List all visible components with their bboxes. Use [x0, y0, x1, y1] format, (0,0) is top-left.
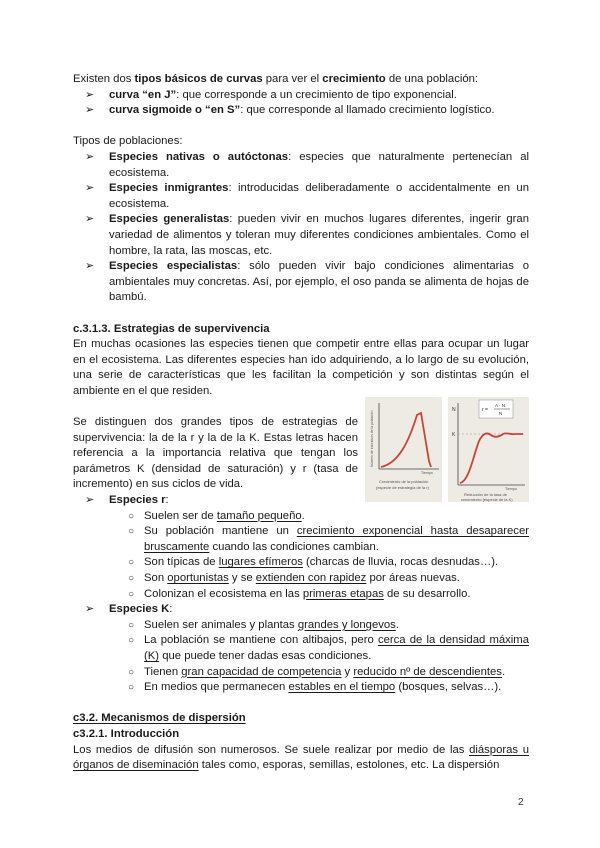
circle-bullet-icon: ○ — [128, 619, 135, 631]
tipos-title: Tipos de poblaciones: — [73, 135, 183, 148]
text-run: Son — [144, 572, 168, 584]
text-run: (charcas de lluvia, rocas desnudas…). — [302, 556, 499, 569]
text-run: Los medios de difusión son numerosos. Se suele realizar por medio de las — [73, 743, 470, 756]
circle-bullet-icon: ○ — [128, 635, 135, 647]
circle-bullet-icon: ○ — [128, 526, 135, 538]
underlined-text: cerca de la densidad máxima (K) — [144, 634, 529, 662]
arrow-bullet-icon: ➢ — [85, 494, 95, 507]
section-heading-estrategias: c.3.1.3. Estrategias de supervivencia — [73, 322, 270, 335]
text-run: Colonizan el ecosistema en las — [144, 587, 303, 600]
item-text: : pueden vivir en muchos lugares diferentes, ingerir gran variedad de alimentos y toleran muy diferentes condiciones ambientales. Como el hombre, la rata, las moscas, etc. — [109, 213, 529, 257]
right-x-label: Tiempo — [505, 487, 517, 492]
arrow-bullet-icon: ➢ — [85, 182, 95, 195]
especies-k-list — [109, 618, 529, 696]
item-term: curva sigmoide o “en S” — [109, 104, 241, 117]
colon: : — [165, 494, 169, 507]
item-text: : especies que naturalmente pertenecían al ecosistema. — [109, 150, 529, 179]
list-item-especies-r — [73, 493, 529, 602]
text-run: Su población mantiene un — [144, 525, 297, 538]
item-term: Especies generalistas — [109, 213, 230, 226]
sub-list-item — [109, 633, 529, 664]
text-run: La población se mantiene con altibajos, pero — [144, 634, 378, 647]
arrow-bullet-icon: ➢ — [85, 88, 95, 101]
text-run: . — [501, 665, 506, 678]
intro-bold-crecimiento: crecimiento — [322, 73, 386, 85]
text-run: (bosques, selvas…). — [395, 681, 502, 694]
text-run: por áreas nuevas. — [366, 572, 460, 584]
arrow-bullet-icon: ➢ — [85, 603, 95, 616]
sub-list-item — [109, 571, 529, 587]
sub-list-item — [109, 618, 529, 634]
item-term: curva “en J” — [109, 88, 177, 101]
item-term: Especies especialistas — [109, 260, 238, 273]
sub-list-item — [109, 587, 529, 603]
text-run: En medios que permanecen — [144, 681, 289, 694]
text-run: tales como, esporas, semillas, estolones, etc. La dispersión — [198, 759, 500, 772]
circle-bullet-icon: ○ — [128, 510, 135, 522]
item-term: Especies K — [109, 603, 170, 616]
especies-r-list — [109, 509, 529, 603]
text-run: Son típicas de — [144, 556, 219, 569]
list-item — [73, 150, 529, 181]
intro-text: Existen dos — [73, 73, 135, 85]
circle-bullet-icon: ○ — [128, 588, 135, 600]
text-run: Suelen ser de — [144, 509, 217, 522]
circle-bullet-icon: ○ — [128, 682, 135, 694]
list-item — [73, 259, 529, 306]
page-number: 2 — [518, 797, 524, 808]
text-run: de su desarrollo. — [383, 587, 471, 600]
right-caption-1: Reducción de la tasa de — [464, 492, 507, 498]
item-text: : sólo pueden vivir bajo condiciones alimentarias o ambientales muy concretas. Así, por ejemplo, el oso panda se alimenta de hojas de bambú. — [109, 260, 529, 304]
list-item-especies-k — [73, 602, 529, 696]
sub-list-item — [109, 524, 529, 555]
tipos-list — [73, 150, 529, 306]
underlined-text: extienden con rapidez — [255, 572, 367, 584]
item-text: : que corresponde a un crecimiento de tipo exponencial. — [176, 88, 457, 101]
circle-bullet-icon: ○ — [128, 557, 135, 569]
underlined-text: lugares efímeros — [218, 556, 303, 569]
k-label: K — [452, 432, 456, 439]
underlined-text: primeras etapas — [302, 587, 384, 600]
intro-bold-curvas: tipos básicos de curvas — [134, 73, 263, 85]
text-run: que puede tener dadas esas condiciones. — [159, 649, 372, 662]
underlined-text: crecimiento exponencial hasta desaparecer bruscamente — [144, 525, 529, 553]
text-run: Tienen — [144, 665, 182, 678]
item-term: Especies r — [109, 494, 166, 507]
sub-list-item — [109, 555, 529, 571]
arrow-bullet-icon: ➢ — [85, 104, 95, 117]
text-run: Suelen ser animales y plantas — [144, 618, 298, 631]
text-run: y — [341, 665, 354, 678]
left-x-label: Tiempo — [421, 471, 433, 476]
text-run: y se — [228, 572, 256, 584]
arrow-bullet-icon: ➢ — [85, 260, 95, 273]
left-y-label: Número de individuos de la población — [370, 410, 374, 468]
growth-curves-figure — [365, 397, 529, 502]
subsection-heading-introduccion: c3.2.1. Introducción — [73, 727, 180, 740]
circle-bullet-icon: ○ — [128, 666, 135, 678]
list-item — [73, 181, 529, 212]
sub-list-item — [109, 509, 529, 525]
underlined-text: grandes y longevos — [297, 618, 396, 631]
list-item — [73, 103, 529, 119]
paragraph — [73, 743, 529, 774]
arrow-bullet-icon: ➢ — [85, 213, 95, 226]
equation-denominator: N — [499, 411, 503, 417]
list-item — [73, 88, 529, 104]
circle-bullet-icon: ○ — [128, 573, 135, 584]
item-text: : introducidas deliberadamente o accidentalmente en un ecosistema. — [109, 182, 529, 210]
paragraph: Se distinguen dos grandes tipos de estrategias de supervivencia: la de la r y la de la K. Estas letras hacen referencia a la importancia relativa que tengan los parámetros K (densidad de saturación) y r (tasa de incremento) en sus ciclos de vida. — [73, 416, 358, 491]
item-term: Especies nativas o autóctonas — [109, 150, 289, 163]
underlined-text: diásporas u órganos de diseminación — [73, 743, 529, 772]
underlined-text: tamaño pequeño — [216, 509, 302, 522]
text-run: cuando las condiciones cambian. — [209, 540, 379, 553]
underlined-text: gran capacidad de competencia — [181, 665, 342, 678]
underlined-text: oportunistas — [167, 572, 229, 584]
list-item — [73, 212, 529, 259]
right-caption-2: crecimiento (especie de la K) — [461, 497, 513, 503]
curves-list — [73, 88, 529, 119]
growth-curves-svg — [365, 397, 529, 502]
strategy-list — [73, 493, 529, 696]
left-caption-1: Crecimiento de la población — [379, 479, 429, 485]
underlined-text: reducido nº de descendientes — [353, 665, 502, 678]
sub-list-item — [109, 680, 529, 696]
right-y-label: N — [452, 407, 456, 414]
item-term: Especies inmigrantes — [109, 182, 229, 195]
section-heading-dispersion: c3.2. Mecanismos de dispersión — [73, 712, 246, 725]
underlined-text: estables en el tiempo — [288, 681, 396, 694]
document-page — [73, 72, 529, 774]
text-run: . — [301, 509, 305, 522]
colon: : — [169, 603, 173, 616]
item-text: : que corresponde al llamado crecimiento logístico. — [240, 104, 495, 117]
intro-text-mid: para ver el — [262, 73, 323, 85]
intro-text-end: de una población: — [385, 73, 479, 85]
equation-prefix: r = — [482, 407, 488, 414]
sub-list-item — [109, 665, 529, 681]
equation-numerator: A · N — [495, 403, 506, 409]
paragraph: En muchas ocasiones las especies tienen que competir entre ellas para ocupar un lugar en el ecosistema. Las diferentes especies han ido adquiriendo, a lo largo de su evolución, una serie de características que les facilitan la competición y son distintas según el ambiente en el que residen. — [73, 338, 529, 397]
left-caption-2: (especie de estrategia de la r) — [376, 485, 429, 491]
curves-intro — [73, 72, 529, 88]
arrow-bullet-icon: ➢ — [85, 150, 95, 163]
text-run: . — [395, 618, 399, 631]
